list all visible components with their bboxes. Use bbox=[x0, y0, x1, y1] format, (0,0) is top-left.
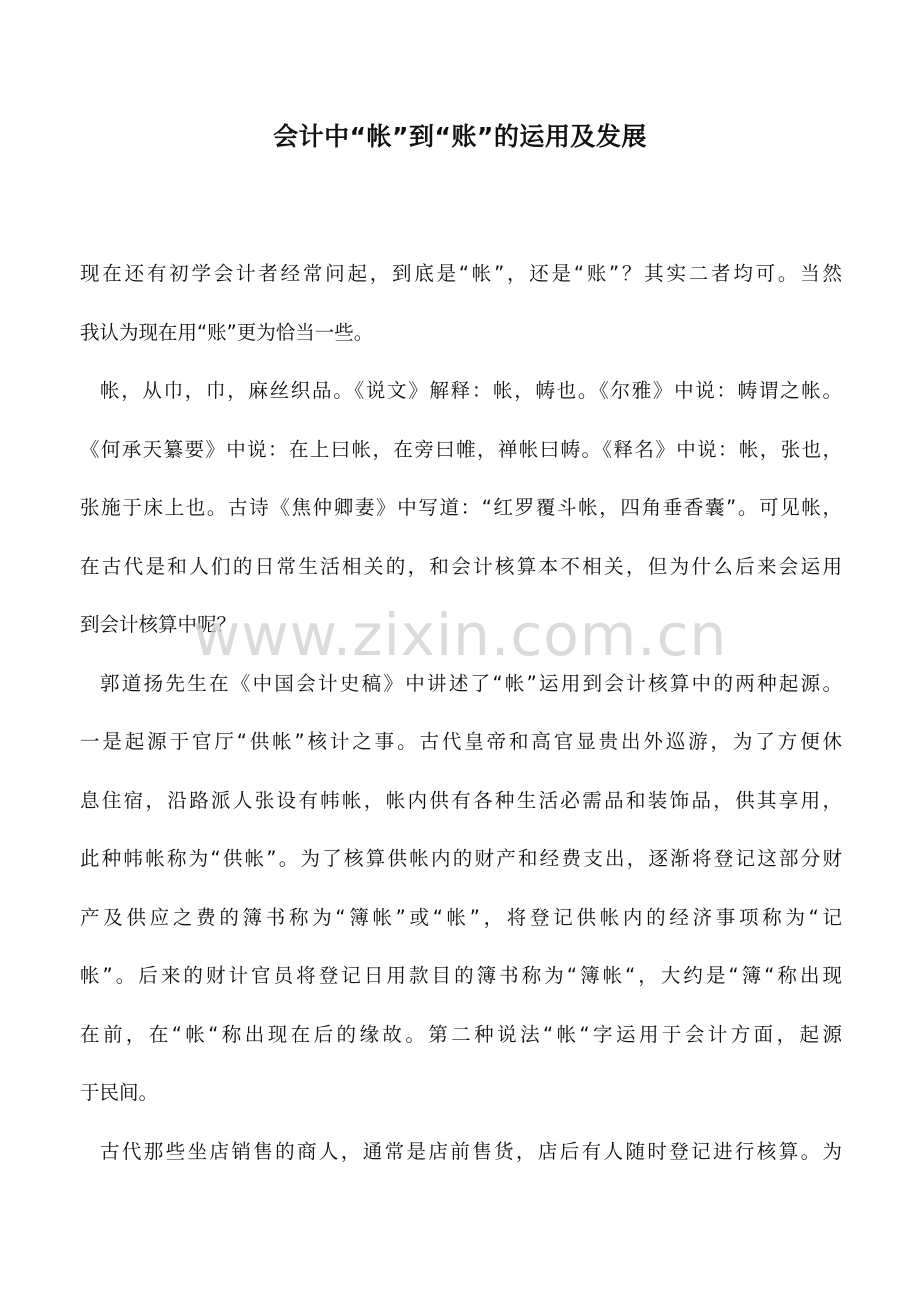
paragraph-line: 帐，从巾，巾，麻丝织品。《说文》解释：帐，帱也。《尔雅》中说：帱谓之帐。 bbox=[100, 379, 842, 402]
paragraph-line: 《何承天纂要》中说：在上曰帐，在旁曰帷，禅帐曰帱。《释名》中说：帐，张也， bbox=[80, 437, 842, 461]
paragraph-line: 郭道扬先生在《中国会计史稿》中讲述了“帐”运用到会计核算中的两种起源。 bbox=[100, 671, 842, 695]
paragraph-line: 在前，在“帐“称出现在后的缘故。第二种说法“帐“字运用于会计方面，起源 bbox=[80, 1022, 842, 1046]
document-title: 会计中“帐”到“账”的运用及发展 bbox=[273, 122, 647, 151]
watermark: www.zixin.com.cn bbox=[192, 601, 728, 669]
paragraph-line: 现在还有初学会计者经常问起，到底是“帐”，还是“账”？其实二者均可。当然 bbox=[80, 262, 842, 285]
paragraph-line: 古代那些坐店销售的商人，通常是店前售货，店后有人随时登记进行核算。为 bbox=[100, 1139, 842, 1163]
paragraph-line: 一是起源于官厅“供帐”核计之事。古代皇帝和高官显贵出外巡游，为了方便休 bbox=[80, 730, 842, 753]
paragraph-line: 产及供应之费的簿书称为“簿帐”或“帐”，将登记供帐内的经济事项称为“记 bbox=[80, 905, 842, 929]
paragraph-line: 息住宿，沿路派人张设有帏帐，帐内供有各种生活必需品和装饰品，供其享用， bbox=[80, 788, 842, 812]
paragraph-line: 我认为现在用“账”更为恰当一些。 bbox=[80, 320, 374, 344]
paragraph-line: 张施于床上也。古诗《焦仲卿妻》中写道：“红罗覆斗帐，四角垂香囊”。可见帐， bbox=[80, 496, 842, 519]
paragraph-line: 在古代是和人们的日常生活相关的，和会计核算本不相关，但为什么后来会运用 bbox=[80, 554, 842, 578]
paragraph-line: 到会计核算中呢？ bbox=[80, 613, 237, 636]
paragraph-line: 于民间。 bbox=[80, 1081, 159, 1104]
document-body bbox=[80, 254, 842, 1190]
paragraph-line: 此种帏帐称为“供帐”。为了核算供帐内的财产和经费支出，逐渐将登记这部分财 bbox=[80, 847, 842, 870]
paragraph-line: 帐”。后来的财计官员将登记日用款目的簿书称为“簿帐“，大约是“簿“称出现 bbox=[80, 964, 842, 987]
